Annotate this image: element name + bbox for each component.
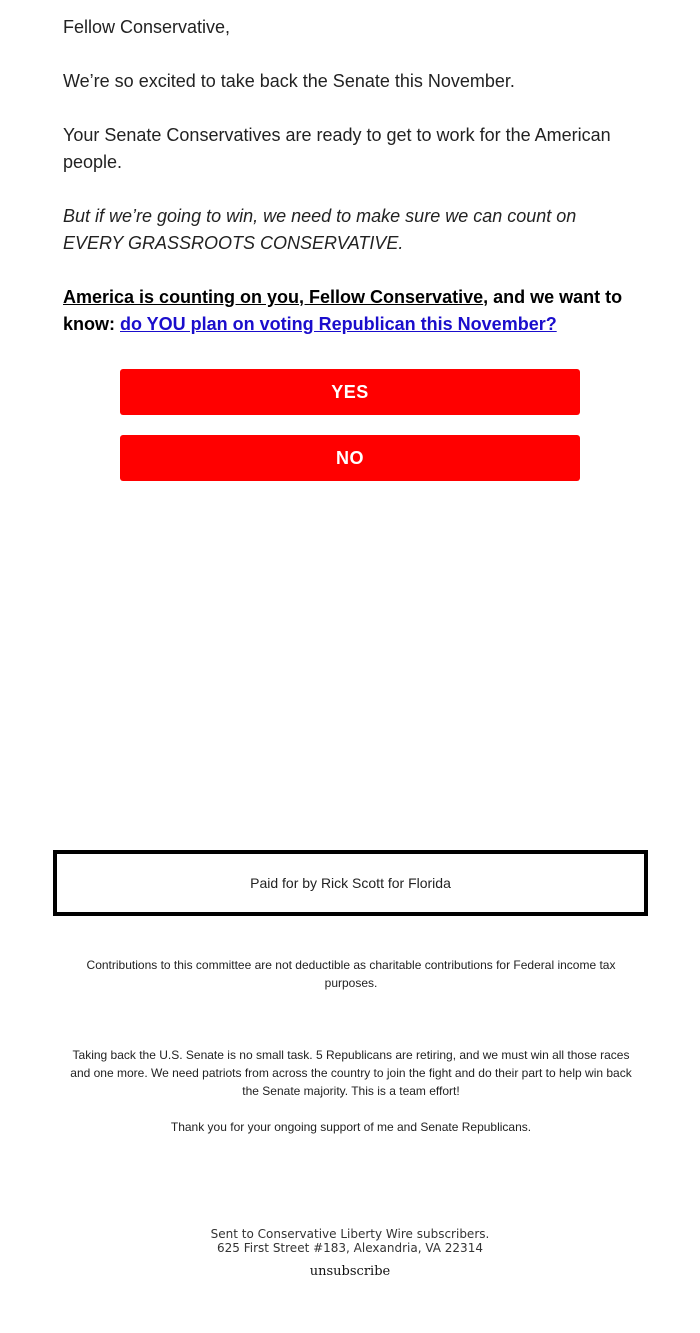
paragraph-italic: But if we’re going to win, we need to make sure we can count on EVERY GRASSROOTS CONSERVATIVE. xyxy=(63,206,577,253)
want-to-know-text: , and we want to know: xyxy=(63,287,623,334)
greeting: Fellow Conservative, xyxy=(63,17,231,37)
sent-to-text: Sent to Conservative Liberty Wire subscribers. xyxy=(210,1227,490,1241)
mailing-address: 625 First Street #183, Alexandria, VA 22314 xyxy=(217,1241,483,1255)
thanks-text: Thank you for your ongoing support of me and Senate Republicans. xyxy=(170,1120,532,1134)
unsubscribe-link[interactable]: unsubscribe xyxy=(309,1264,391,1279)
yes-button[interactable]: YES xyxy=(120,369,580,415)
paragraph-call-to-action xyxy=(63,284,643,338)
no-button[interactable]: NO xyxy=(120,435,580,481)
taking-back-senate-text: Taking back the U.S. Senate is no small task. 5 Republicans are retiring, and we must win all those races and one more. We need patriots from across the country to join the fight and do their part to help win back the Senate majority. This is a team effort! xyxy=(70,1048,632,1098)
voting-question-link[interactable]: do YOU plan on voting Republican this November? xyxy=(120,314,557,334)
counting-on-you-text: America is counting on you, Fellow Conservative xyxy=(63,287,484,307)
paragraph-excited: We’re so excited to take back the Senate this November. xyxy=(63,71,515,91)
paid-for-text: Paid for by Rick Scott for Florida xyxy=(250,875,451,891)
paid-for-box xyxy=(53,850,648,916)
paragraph-ready: Your Senate Conservatives are ready to get to work for the American people. xyxy=(63,125,611,172)
contributions-disclaimer: Contributions to this committee are not deductible as charitable contributions for Federal income tax purposes. xyxy=(86,958,616,990)
